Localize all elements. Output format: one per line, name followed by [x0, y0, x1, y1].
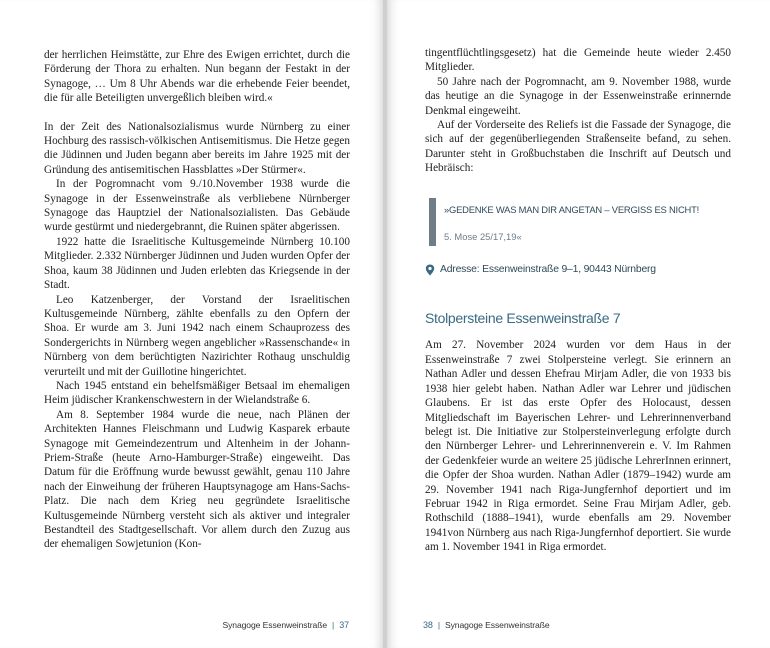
- paragraph-1: der herrlichen Heimstätte, zur Ehre des Ewigen errichtet, durch die Förderung der Thora zu erhalten. Nun begann der Festakt in der Synagoge, … Um 8 Uhr Abends war die erhebende Feier beendet, die für alle Beteiligten unvergeßlich bleiben wird.«: [44, 49, 350, 105]
- address-text: Adresse: Essenweinstraße 9–1, 90443 Nürnberg: [440, 263, 656, 275]
- right-footer: [423, 620, 550, 630]
- quote-body: [436, 198, 699, 246]
- paragraph-continued: tingentflüchtlingsgesetz) hat die Gemeinde heute wieder 2.450 Mitglieder.: [425, 47, 731, 74]
- footer-separator: |: [437, 620, 440, 630]
- page-number: 37: [339, 620, 349, 630]
- inscription-quote: [429, 198, 731, 246]
- paragraph-7: Am 8. September 1984 wurde die neue, nach Plänen der Architekten Hannes Fleischmann und Ludwig Kasparek erbaute Synagoge mit Gemeindezentrum und Altenheim in der Johann-Priem-Straße (heute Arno-Hamburger-Straße) eingeweiht. Das Datum für die Eröffnung wurde bewusst gewählt, genau 110 Jahre nach der Einweihung der früheren Hauptsynagoge am Hans-Sachs-Platz. Die nach dem Krieg neu gegründete Israelitische Kultusgemeinde Nürnberg versteht sich als aktiver und integraler Bestandteil des Stadtgesellschaft. Vor allem durch den Zuzug aus der ehemaligen Sowjetunion (Kon-: [44, 408, 350, 551]
- paragraph-memorial: 50 Jahre nach der Pogromnacht, am 9. November 1988, wurde das heutige an die Synagoge in der Essenweinstraße erinnernde Denkmal eingeweiht.: [425, 75, 731, 117]
- section-paragraph: Am 27. November 2024 wurden vor dem Haus in der Essenweinstraße 7 zwei Stolpersteine verlegt. Sie erinnern an Nathan Adler und dessen Ehefrau Mirjam Adler, die von 1933 bis 1938 hier gelebt haben. Nathan Adler war Lehrer und jüdischen Glaubens. Er ist das erste Opfer des Holocaust, dessen Mitgliedschaft im Bayerischen Lehrer- und Lehrerinnenverband belegt ist. Die Initiative zur Stolpersteinverlegung erfolgte durch den Nürnberger Lehrer- und Lehrerinnenverein e. V. Im Rahmen der Gedenkfeier wurde an weitere 25 jüdische LehrerInnen erinnert, die Opfer der Shoa wurden. Nathan Adler (1879–1942) wurde am 29. November 1941 nach Riga-Jungfernhof deportiert und im Februar 1942 in Riga ermordet. Seine Frau Mirjam Adler, geb. Rothschild (1888–1941), wurde ebenfalls am 29. November 1941von Nürnberg aus nach Riga-Jungfernhof deportiert. Sie wurde am 1. November 1941 in Riga ermordet.: [425, 339, 731, 554]
- left-text-column: [44, 48, 350, 552]
- paragraph-6: Nach 1945 entstand ein behelfsmäßiger Betsaal im ehemaligen Heim jüdischer Krankenschwestern in der Wielandstraße 6.: [44, 379, 350, 407]
- map-pin-icon: [425, 264, 435, 276]
- quote-text: »GEDENKE WAS MAN DIR ANGETAN – VERGISS ES NICHT!: [444, 203, 700, 215]
- paragraph-4: 1922 hatte die Israelitische Kultusgemeinde Nürnberg 10.100 Mitglieder. 2.332 Nürnberger Jüdinnen und Juden wurden Opfer der Shoa, kaum 38 Jüdinnen und Juden erlebten das Kriegsende in der Stadt.: [44, 235, 350, 292]
- right-page: [387, 0, 770, 648]
- left-footer: [222, 620, 349, 630]
- paragraph-3: In der Pogromnacht vom 9./10.November 1938 wurde die Synagoge in der Essenweinstraße als verbliebene Nürnberger Synagoge das Hauptziel der Nationalsozialisten. Das Gebäude wurde gestürmt und niedergebrannt, die Ruinen später abgerissen.: [44, 178, 350, 234]
- address-line: [425, 263, 731, 277]
- quote-bar: [429, 198, 436, 246]
- footer-title: Synagoge Essenweinstraße: [444, 620, 550, 630]
- paragraph-relief: Auf der Vorderseite des Reliefs ist die Fassade der Synagoge, die sich auf der gegenüberliegenden Straßenseite befand, zu sehen. Darunter steht in Großbuchstaben die Inschrift auf Deutsch und Hebräisch:: [425, 119, 731, 175]
- footer-title: Synagoge Essenweinstraße: [222, 620, 328, 630]
- quote-reference: 5. Mose 25/17,19«: [444, 230, 522, 242]
- left-page: [0, 0, 383, 648]
- right-text-column: [425, 46, 731, 555]
- footer-separator: |: [332, 620, 335, 630]
- page-number: 38: [423, 620, 433, 630]
- paragraph-5: Leo Katzenberger, der Vorstand der Israelitischen Kultusgemeinde Nürnberg, zählte ebenfalls zu den Opfern der Shoa. Er wurde am 3. Juni 1942 nach einem Schauprozess des Sondergerichts in Nürnberg wegen angeblicher »Rassenschande« in Nürnberg von dem berüchtigten Nazirichter Rothaug unschuldig verurteilt und mit der Guillotine hingerichtet.: [44, 293, 350, 378]
- paragraph-2: In der Zeit des Nationalsozialismus wurde Nürnberg zu einer Hochburg des rassisch-völkischen Antisemitismus. Die Hetze gegen die Jüdinnen und Juden begann aber bereits im Jahre 1925 mit der Gründung des antisemitischen Hassblattes »Der Stürmer«.: [44, 120, 350, 176]
- section-heading: Stolpersteine Essenweinstraße 7: [425, 310, 621, 327]
